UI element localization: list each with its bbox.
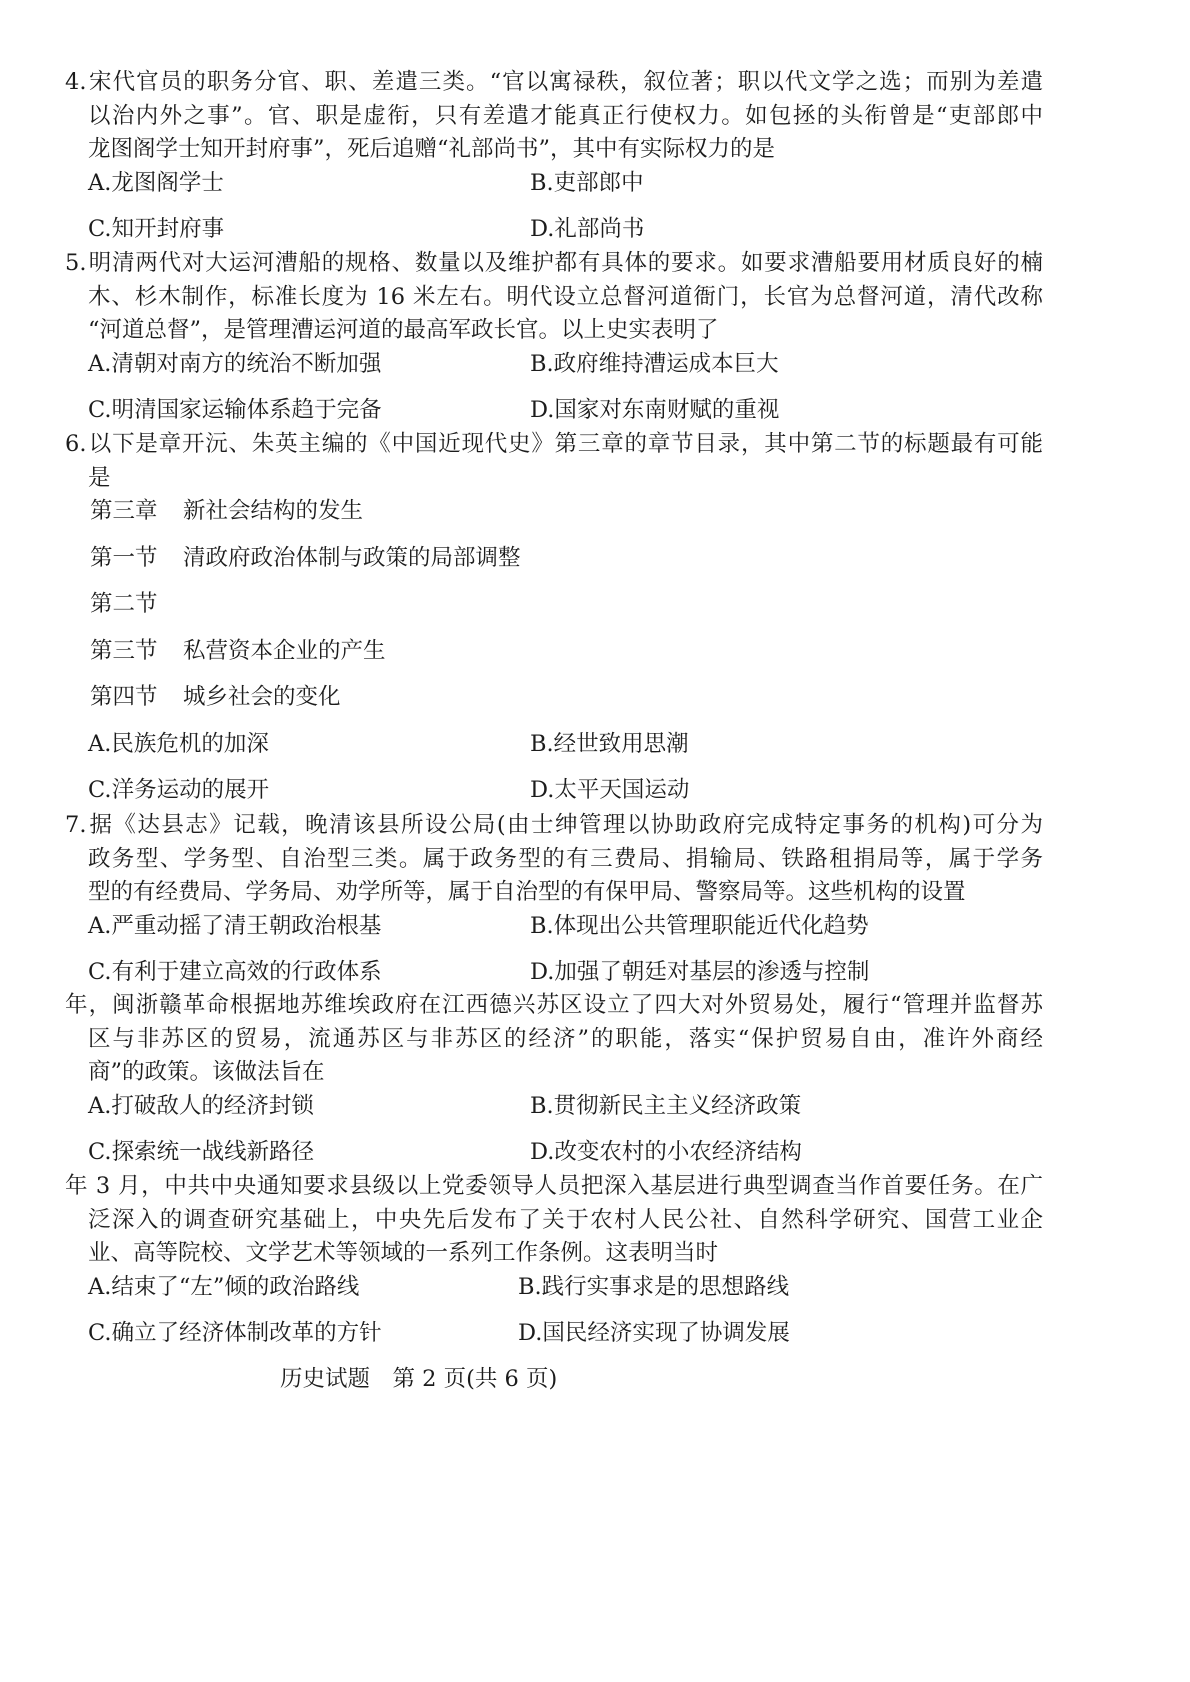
question-stem-line: 年，闽浙赣革命根据地苏维埃政府在江西德兴苏区设立了四大对外贸易处，履行“管理并监督苏 (65, 992, 1043, 1018)
option-row (65, 774, 1043, 808)
question-stem-text: 明清两代对大运河漕船的规格、数量以及维护都有具体的要求。如要求漕船要用材质良好的楠 (88, 250, 1043, 276)
question-number: 4. (65, 69, 87, 95)
question-4 (65, 66, 1043, 246)
option-row (65, 728, 1043, 762)
question-9 (65, 1170, 1043, 1350)
option-a: A.民族危机的加深 (88, 730, 269, 757)
toc-title: 城乡社会的变化 (183, 684, 341, 710)
option-c: C.知开封府事 (88, 215, 225, 242)
question-number: 7. (65, 812, 87, 838)
option-row (65, 1136, 1043, 1170)
option-b: B.政府维持漕运成本巨大 (530, 350, 779, 377)
option-row (65, 1271, 1043, 1305)
option-row (65, 1090, 1043, 1124)
question-stem-line: 年 3 月，中共中央通知要求县级以上党委领导人员把深入基层进行典型调查当作首要任务。在广 (65, 1173, 1043, 1199)
question-stem-line: 木、杉木制作，标准长度为 16 米左右。明代设立总督河道衙门，长官为总督河道，清代改称 (88, 283, 1043, 310)
question-stem-text: 据《达县志》记载，晚清该县所设公局(由士绅管理以协助政府完成特定事务的机构)可分为 (88, 812, 1043, 838)
option-a: A.打破敌人的经济封锁 (88, 1092, 314, 1119)
question-7 (65, 809, 1043, 989)
question-stem-line: “河道总督”，是管理漕运河道的最高军政长官。以上史实表明了 (88, 317, 719, 343)
question-stem-line: 以治内外之事”。官、职是虚衔，只有差遣才能真正行使权力。如包拯的头衔曾是“吏部郎中 (88, 102, 1043, 129)
option-b: B.体现出公共管理职能近代化趋势 (530, 912, 869, 939)
toc-label: 第三章 (90, 498, 158, 524)
question-6 (65, 428, 1043, 808)
toc-label: 第三节 (90, 637, 158, 664)
option-b: B.经世致用思潮 (530, 730, 689, 757)
toc-row (65, 681, 1043, 715)
toc-label: 第二节 (90, 591, 158, 617)
option-c: C.确立了经济体制改革的方针 (88, 1319, 382, 1346)
question-stem-line (65, 66, 1043, 100)
option-d: D.改变农村的小农经济结构 (530, 1138, 802, 1165)
question-stem-line (65, 247, 1043, 281)
toc-title: 清政府政治体制与政策的局部调整 (183, 544, 521, 571)
toc-title: 私营资本企业的产生 (183, 637, 386, 664)
option-row (65, 348, 1043, 382)
option-d: D.国家对东南财赋的重视 (530, 396, 780, 423)
option-row (65, 956, 1043, 990)
question-stem-line: 泛深入的调查研究基础上，中央先后发布了关于农村人民公社、自然科学研究、国营工业企 (88, 1206, 1043, 1233)
chapter-table-of-contents (65, 495, 1043, 715)
question-stem-line: 型的有经费局、学务局、劝学所等，属于自治型的有保甲局、警察局等。这些机构的设置 (88, 879, 966, 905)
option-b: B.吏部郎中 (530, 169, 644, 196)
option-d: D.加强了朝廷对基层的渗透与控制 (530, 958, 870, 985)
option-c: C.明清国家运输体系趋于完备 (88, 396, 382, 423)
question-stem-line: 政务型、学务型、自治型三类。属于政务型的有三费局、捐输局、铁路租捐局等，属于学务 (88, 845, 1043, 872)
option-row (65, 910, 1043, 944)
question-stem-text: 以下是章开沅、朱英主编的《中国近现代史》第三章的章节目录，其中第二节的标题最有可能 (88, 431, 1043, 457)
toc-row (65, 542, 1043, 576)
question-stem-line: 业、高等院校、文学艺术等领域的一系列工作条例。这表明当时 (88, 1240, 719, 1266)
toc-row (65, 495, 1043, 529)
option-row (65, 213, 1043, 247)
question-stem-line: 是 (88, 464, 111, 491)
question-stem-line: 龙图阁学士知开封府事”，死后追赠“礼部尚书”，其中有实际权力的是 (88, 136, 776, 162)
question-5 (65, 247, 1043, 427)
option-b: B.贯彻新民主主义经济政策 (530, 1092, 802, 1119)
page-footer: 历史试题 第 2 页(共 6 页) (280, 1366, 558, 1392)
toc-row (65, 635, 1043, 669)
question-number: 5. (65, 250, 87, 276)
question-stem-line (65, 809, 1043, 843)
option-a: A.结束了“左”倾的政治路线 (88, 1273, 360, 1300)
option-a: A.清朝对南方的统治不断加强 (88, 350, 382, 377)
option-row (65, 167, 1043, 201)
option-d: D.太平天国运动 (530, 777, 690, 803)
question-stem-line (65, 428, 1043, 462)
option-d: D.国民经济实现了协调发展 (518, 1319, 790, 1346)
option-a: A.龙图阁学士 (88, 169, 224, 196)
option-row (65, 394, 1043, 428)
question-8 (65, 989, 1043, 1169)
option-c: C.有利于建立高效的行政体系 (88, 958, 382, 985)
question-stem-line: 商”的政策。该做法旨在 (88, 1059, 325, 1085)
option-b: B.践行实事求是的思想路线 (518, 1273, 790, 1300)
question-number: 6. (65, 431, 87, 457)
question-stem-line: 区与非苏区的贸易，流通苏区与非苏区的经济”的职能，落实“保护贸易自由，准许外商经 (88, 1025, 1043, 1052)
toc-row (65, 588, 1043, 622)
option-a: A.严重动摇了清王朝政治根基 (88, 912, 382, 939)
option-d: D.礼部尚书 (530, 215, 645, 242)
toc-label: 第四节 (90, 684, 158, 710)
toc-label: 第一节 (90, 544, 158, 571)
option-c: C.洋务运动的展开 (88, 777, 270, 803)
option-row (65, 1317, 1043, 1351)
option-c: C.探索统一战线新路径 (88, 1138, 315, 1165)
toc-title: 新社会结构的发生 (183, 498, 364, 524)
question-stem-text: 宋代官员的职务分官、职、差遣三类。“官以寓禄秩，叙位著；职以代文学之选；而别为差遣 (88, 69, 1043, 95)
